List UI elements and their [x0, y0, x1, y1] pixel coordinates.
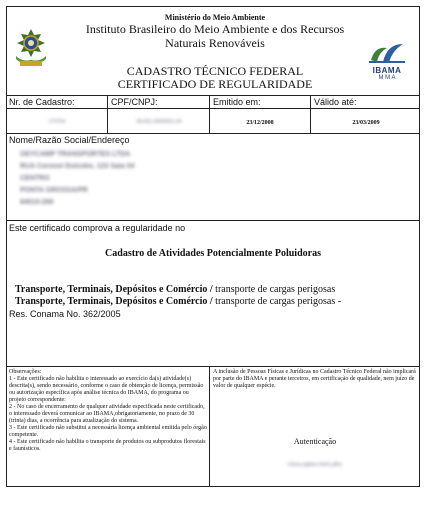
fields-value-divider: [6, 133, 420, 134]
bottom-col-divider: [209, 366, 210, 487]
activity-1-detail: transporte de cargas perigosas: [212, 284, 336, 295]
activity-line-2: [15, 296, 341, 307]
nr-cadastro-value: 273754: [48, 119, 66, 125]
fields-col-divider-1: [107, 95, 108, 133]
address-divider: [6, 220, 420, 221]
activity-1-category: Transporte, Terminais, Depósitos e Comércio /: [15, 284, 213, 295]
observation-item: 1 - Este certificado não habilita o interessado ao exercício da(s) atividade(s) descrita(s), sendo necessário, conforme o caso de obtenção de licença, permissão ou autorização específica após análise técnica do IBAMA, do programa ou projeto correspondente:: [9, 376, 204, 403]
institute-name-line1: Instituto Brasileiro do Meio Ambiente e dos Recursos: [85, 22, 345, 36]
cpf-cnpj-value: 06.001.000/0001-04: [136, 119, 182, 125]
cadastro-title: Cadastro de Atividades Potencialmente Poluidoras: [105, 248, 321, 259]
address-label: Nome/Razão Social/Endereço: [9, 135, 130, 145]
address-line: CENTRO: [20, 175, 50, 182]
emitido-value: 23/12/2008: [246, 120, 274, 126]
address-line: OEYCAMP TRANSPORTES LTDA: [20, 151, 131, 158]
document-title-line2: CERTIFICADO DE REGULARIDADE: [117, 77, 313, 91]
activity-2-detail: transporte de cargas perigosas -: [212, 296, 342, 307]
address-line: RUA Coronel Dulcidio, 123 Sala 04: [20, 163, 135, 170]
document-title-line1: CADASTRO TÉCNICO FEDERAL: [126, 64, 304, 78]
institute-name-line2: Naturais Renováveis: [165, 36, 265, 50]
emitido-label: Emitido em:: [213, 97, 261, 107]
mma-logo-text: M M A: [378, 75, 396, 81]
body-divider: [6, 366, 420, 367]
observations-block: [9, 369, 207, 453]
authentication-code: nl1ma.dg8sm.h9v5.y8hn: [287, 462, 343, 468]
observation-item: 2 - No caso de encerramento de qualquer atividade especificada neste certificado, o interessado deverá comunicar ao IBAMA,obrigatoriamente, no prazo de 30 (trinta) dias, a ocorrência para atualização do sistema.: [9, 404, 205, 424]
activity-line-1: [15, 284, 335, 295]
liability-note: A inclusão de Pessoas Físicas e Jurídicas no Cadastro Técnico Federal não implicará por parte do IBAMA e perante terceiros, em certificação de qualidade, nem juízo de valor de qualquer espécie.: [213, 369, 416, 389]
address-line: 84010-280: [20, 199, 54, 206]
certificate-intro: Este certificado comprova a regularidade no: [9, 223, 186, 233]
conama-resolution: Res. Conama No. 362/2005: [9, 309, 121, 319]
valido-value: 23/03/2009: [352, 120, 380, 126]
ministry-name: Ministério do Meio Ambiente: [164, 13, 266, 22]
observations-title: Observações:: [9, 369, 42, 375]
ibama-logo-text: IBAMA: [372, 66, 402, 75]
address-line: PONTA GROSSA/PR: [20, 187, 88, 194]
authentication-label: Autenticação: [293, 437, 337, 446]
fields-col-divider-2: [209, 95, 210, 133]
cpf-cnpj-label: CPF/CNPJ:: [111, 97, 158, 107]
valido-label: Válido até:: [314, 97, 357, 107]
activity-2-category: Transporte, Terminais, Depósitos e Comércio /: [15, 296, 213, 307]
header-divider: [6, 95, 420, 96]
nr-cadastro-label: Nr. de Cadastro:: [9, 97, 75, 107]
fields-col-divider-3: [310, 95, 311, 133]
fields-label-divider: [6, 108, 420, 109]
observation-item: 3 - Este certificado não substitui a necessária licença ambiental emitida pelo órgão competente.: [9, 425, 207, 438]
brazil-coat-of-arms-icon: [12, 26, 50, 68]
observation-item: 4 - Este certificado não habilita o transporte de produtos ou subprodutos florestais e faunísticos.: [9, 439, 206, 452]
